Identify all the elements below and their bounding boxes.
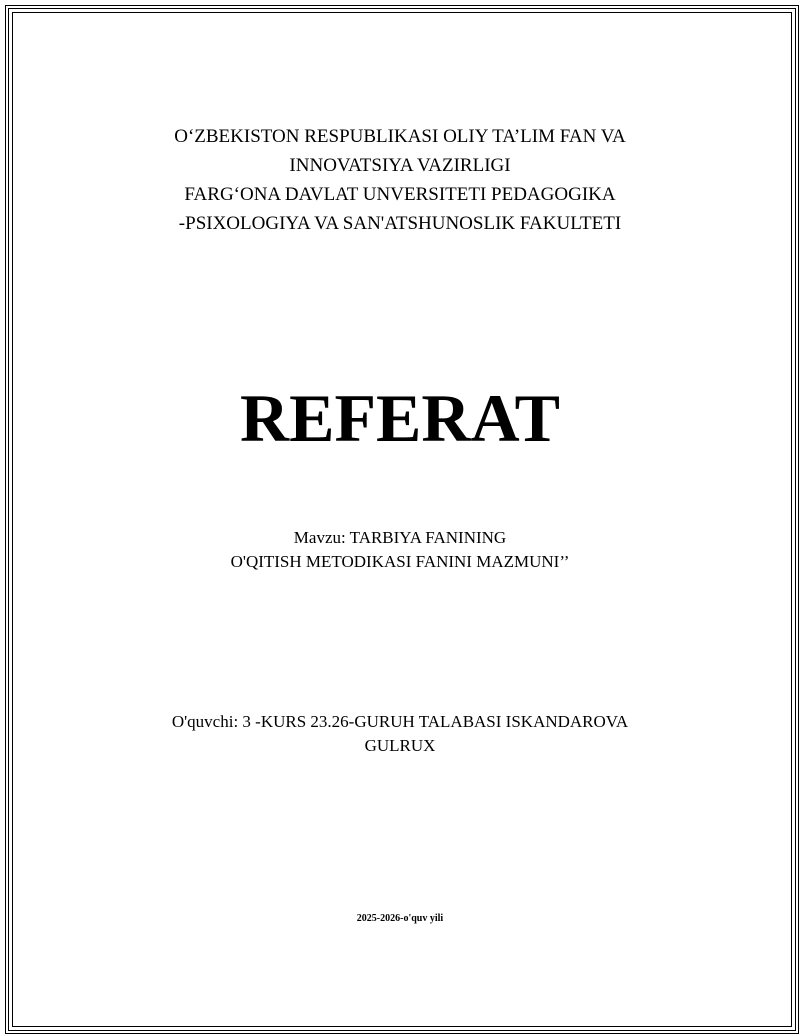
- topic-line-2: O'QITISH METODIKASI FANINI MAZMUNI’’: [230, 552, 570, 571]
- institution-header: [0, 122, 800, 238]
- student-block: [0, 710, 800, 758]
- header-line-4: -PSIXOLOGIYA VA SAN'ATSHUNOSLIK FAKULTETI: [178, 213, 622, 234]
- header-line-2: INNOVATSIYA VAZIRLIGI: [289, 155, 511, 176]
- header-line-3: FARG‘ONA DAVLAT UNVERSITETI PEDAGOGIKA: [184, 184, 616, 205]
- student-line-1: O'quvchi: 3 -KURS 23.26-GURUH TALABASI ISKANDAROVA: [171, 712, 629, 731]
- topic-block: [0, 526, 800, 574]
- topic-line-1: Mavzu: TARBIYA FANINING: [293, 528, 507, 547]
- student-line-2: GULRUX: [364, 736, 436, 755]
- document-title: REFERAT: [240, 380, 560, 456]
- header-line-1: O‘ZBEKISTON RESPUBLIKASI OLIY TA’LIM FAN VA: [174, 126, 626, 147]
- academic-year: 2025-2026-o'quv yili: [356, 913, 444, 924]
